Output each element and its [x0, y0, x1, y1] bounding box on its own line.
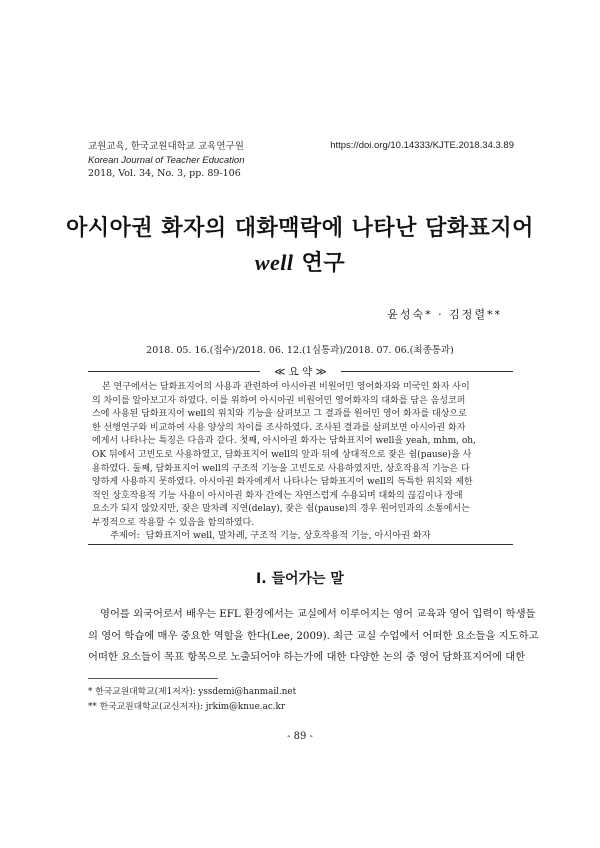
- title-rest: 연구: [293, 251, 346, 276]
- journal-publisher: 교원교육, 한국교원대학교 교육연구원: [88, 141, 244, 152]
- abstract-line: 적인 상호작용적 기능 사용이 아시아권 화자 간에는 자연스럽게 수용되며 대화의 끊김이나 장애: [92, 490, 463, 501]
- body-line: 영어를 외국어로서 배우는 EFL 환경에서는 교실에서 이루어지는 영어 교육과 영어 입력이 학생들: [100, 608, 536, 620]
- abstract-line: OK 뒤에서 고빈도로 사용하였고, 담화표지어 well의 앞과 뒤에 상대적으로 잦은 쉼(pause)을 사: [92, 449, 472, 460]
- title-line-2: [0, 246, 600, 281]
- footnote-rule: [88, 678, 218, 679]
- summary-label: ≪ 요 약 ≫: [274, 366, 327, 378]
- title-line-1: 아시아권 화자의 대화맥락에 나타난 담화표지어: [66, 216, 534, 241]
- abstract-line: 용하였다. 둘째, 담화표지어 well의 구조적 기능을 고빈도로 사용하였지만, 상호작용적 기능은 다: [92, 463, 470, 474]
- abstract-line: 한 선행연구와 비교하여 사용 양상의 차이를 조사하였다. 조사된 결과를 살펴보면 아시아권 화자: [92, 422, 466, 433]
- body-line: 의 영어 학습에 매우 중요한 역할을 한다(Lee, 2009). 최근 교실 수업에서 어떠한 요소들을 지도하고: [88, 629, 539, 642]
- paper-title: [0, 212, 600, 281]
- page-number: - 89 -: [287, 731, 313, 742]
- summary-heading: [88, 364, 513, 378]
- footnote-corresponding-author: ** 한국교원대학교(교신저자): jrkim@knue.ac.kr: [88, 702, 286, 712]
- abstract-line: 에게서 나타나는 특징은 다음과 같다. 첫째, 아시아권 화자는 담화표지어 well을 yeah, mhm, oh,: [92, 436, 476, 447]
- abstract: [92, 381, 510, 531]
- body-line: 어떠한 요소들이 목표 항목으로 노출되어야 하는가에 대한 다양한 논의 중 영어 담화표지어에 대한: [88, 651, 526, 663]
- keywords: [110, 527, 431, 541]
- footnote-first-author: * 한국교원대학교(제1저자): yssdemi@hanmail.net: [88, 687, 297, 697]
- doi-link[interactable]: https://doi.org/10.14333/KJTE.2018.34.3.89: [330, 140, 514, 151]
- authors: 윤성숙* · 김정렬**: [387, 308, 502, 321]
- summary-rule-right: [341, 371, 513, 372]
- body-text: [88, 604, 539, 669]
- abstract-bottom-rule: [88, 544, 513, 545]
- abstract-line: 양하게 사용하지 못하였다. 아시아권 화자에게서 나타나는 담화표지어 well의 독특한 위치와 제한: [92, 477, 473, 488]
- abstract-line: 본 연구에서는 담화표지어의 사용과 관련하여 아시아권 비원어민 영어화자와 미국인 화자 사이: [102, 382, 470, 392]
- journal-name: Korean Journal of Teacher Education: [88, 154, 245, 166]
- submission-dates: 2018. 05. 16.(접수)/2018. 06. 12.(1심통과)/2018. 07. 06.(최종통과): [146, 345, 454, 356]
- title-italic-word: well: [254, 250, 294, 275]
- abstract-line: 의 차이를 알아보고자 하였다. 이를 위하여 아시아권 비원어민 영어화자의 대화를 담은 음성코퍼: [92, 395, 466, 406]
- journal-header: [88, 140, 245, 181]
- journal-volume: 2018, Vol. 34, No. 3, pp. 89-106: [88, 168, 241, 179]
- abstract-line: 요소가 되지 않았지만, 잦은 말차례 지연(delay), 잦은 쉼(pause)의 경우 원어민과의 소통에서는: [92, 504, 470, 515]
- abstract-line: 부정적으로 작용할 수 있음을 함의하였다.: [92, 517, 255, 528]
- keywords-list: 담화표지어 well, 말차례, 구조적 기능, 상호작용적 기능, 아시아권 화자: [145, 530, 431, 541]
- section-heading: Ⅰ. 들어가는 말: [256, 571, 344, 587]
- abstract-line: 스에 사용된 담화표지어 well의 위치와 기능을 살펴보고 그 결과를 원어민 영어 화자를 대상으로: [92, 409, 467, 420]
- keywords-label: 주제어:: [110, 530, 140, 541]
